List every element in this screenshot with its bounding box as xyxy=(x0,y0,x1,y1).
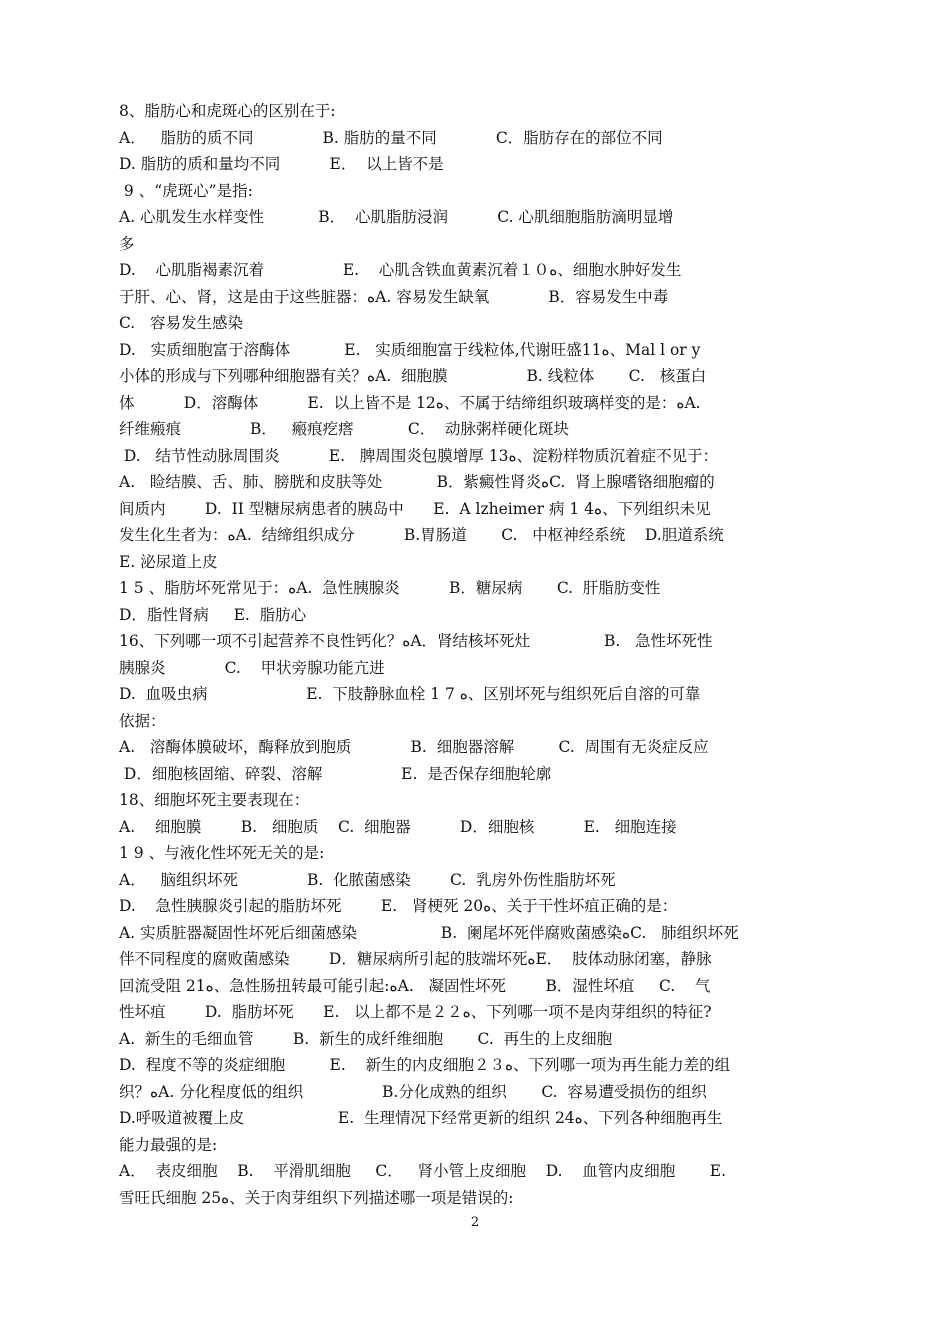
text-line: 小体的形成与下列哪种细胞器有关？ﻩA. 细胞膜 B. 线粒体 C. 核蛋白 xyxy=(119,367,707,385)
text-line: A． 脂肪的质不同 B. 脂肪的量不同 C．脂肪存在的部位不同 xyxy=(119,128,663,147)
text-line: 9 、“虎斑心”是指: xyxy=(119,181,253,200)
text-line: A. 心肌发生水样变性 B． 心肌脂肪浸润 C. 心肌细胞脂肪滴明显增 xyxy=(119,208,674,226)
text-line: D. 血吸虫病 E. 下肢静脉血栓 1 7 ﻩ、区别坏死与组织死后自溶的可靠 xyxy=(119,685,701,703)
text-line: C. 容易发生感染 xyxy=(119,314,244,332)
text-line: 8、脂肪心和虎斑心的区别在于: xyxy=(119,102,336,120)
text-line: A. 睑结膜、舌、肺、膀胱和皮肤等处 B．紫癜性肾炎ﻩC. 肾上腺嗜铬细胞瘤的 xyxy=(119,473,715,491)
text-line: 多 xyxy=(119,234,135,253)
text-line: 伴不同程度的腐败菌感染 D．糖尿病所引起的肢端坏死ﻩE． 肢体动脉闭塞，静脉 xyxy=(119,950,712,968)
text-line: A. 溶酶体膜破坏，酶释放到胞质 B. 细胞器溶解 C. 周围有无炎症反应 xyxy=(119,738,709,756)
text-line: 16、下列哪一项不引起营养不良性钙化？ﻩA．肾结核坏死灶 B. 急性坏死性 xyxy=(119,632,713,650)
text-line: 于肝、心、肾，这是由于这些脏器：ﻩA. 容易发生缺氧 B．容易发生中毒 xyxy=(119,287,669,306)
text-line: D．脂性肾病 E. 脂肪心 xyxy=(119,605,307,624)
text-line: 体 D．溶酶体 E. 以上皆不是 12ﻩ、不属于结缔组织玻璃样变的是：ﻩA. xyxy=(119,393,701,412)
text-line: A. 实质脏器凝固性坏死后细菌感染 B. 阑尾坏死伴腐败菌感染ﻩC. 肺组织坏死 xyxy=(119,923,739,942)
text-line: 性坏疽 D. 脂肪坏死 E. 以上都不是２２ﻩ、下列哪一项不是肉芽组织的特征? xyxy=(119,1003,712,1021)
text-line: D. 程度不等的炎症细胞 E. 新生的内皮细胞２３ﻩ、下列哪一项为再生能力差的组 xyxy=(119,1056,731,1074)
text-line: 雪旺氏细胞 25ﻩ、关于肉芽组织下列描述哪一项是错误的: xyxy=(119,1188,514,1207)
text-line: 发生化生者为：ﻩA. 结缔组织成分 B.胃肠道 C. 中枢神经系统 D.胆道系统 xyxy=(119,526,724,544)
text-line: D. 结节性动脉周围炎 E. 脾周围炎包膜增厚 13ﻩ、淀粉样物质沉着症不见于： xyxy=(119,446,719,465)
text-line: E. 泌尿道上皮 xyxy=(119,552,218,571)
text-line: D.呼吸道被覆上皮 E. 生理情况下经常更新的组织 24ﻩ、下列各种细胞再生 xyxy=(119,1109,723,1127)
text-line: D. 脂肪的质和量均不同 E． 以上皆不是 xyxy=(119,155,444,173)
text-line: 间质内 D. II 型糖尿病患者的胰岛中 E. A lzheimer 病 1 4ﻩ、下列组织未见 xyxy=(119,499,711,518)
text-line: 胰腺炎 C. 甲状旁腺功能亢进 xyxy=(119,658,385,677)
text-line: 织？ﻩA. 分化程度低的组织 B.分化成熟的组织 C. 容易遭受损伤的组织 xyxy=(119,1082,707,1101)
text-line: D. 实质细胞富于溶酶体 E. 实质细胞富于线粒体,代谢旺盛11ﻩ、Mal l or y xyxy=(119,340,701,359)
text-line: 回流受阻 21ﻩ、急性肠扭转最可能引起:ﻩA. 凝固性坏死 B．湿性坏疽 C. 气 xyxy=(119,976,711,995)
text-line: 1 5 、脂肪坏死常见于：ﻩA. 急性胰腺炎 B．糖尿病 C. 肝脂肪变性 xyxy=(119,579,661,597)
text-line: D. 心肌脂褐素沉着 E. 心肌含铁血黄素沉着１０ﻩ、细胞水肿好发生 xyxy=(119,261,682,279)
text-line: 纤维瘢痕 B． 瘢痕疙瘩 C． 动脉粥样硬化斑块 xyxy=(119,420,570,438)
text-line: 依据： xyxy=(119,711,166,730)
text-line: 1 9 、与液化性坏死无关的是: xyxy=(119,844,325,862)
text-line: D. 急性胰腺炎引起的脂肪坏死 E. 肾梗死 20ﻩ、关于干性坏疽正确的是： xyxy=(119,897,678,915)
text-line: 能力最强的是: xyxy=(119,1135,218,1154)
text-line: A. 新生的毛细血管 B. 新生的成纤维细胞 C. 再生的上皮细胞 xyxy=(119,1029,613,1048)
text-line: A. 细胞膜 B. 细胞质 C. 细胞器 D．细胞核 E. 细胞连接 xyxy=(119,817,677,836)
document-body xyxy=(119,98,839,1211)
text-line: D．细胞核固缩、碎裂、溶解 E. 是否保存细胞轮廓 xyxy=(119,764,552,783)
text-line: A． 脑组织坏死 B. 化脓菌感染 C. 乳房外伤性脂肪坏死 xyxy=(119,870,616,889)
text-line: A． 表皮细胞 B. 平滑肌细胞 C． 肾小管上皮细胞 D. 血管内皮细胞 E. xyxy=(119,1162,727,1180)
page-number: 2 xyxy=(470,1215,480,1230)
text-line: 18、细胞坏死主要表现在： xyxy=(119,791,310,809)
